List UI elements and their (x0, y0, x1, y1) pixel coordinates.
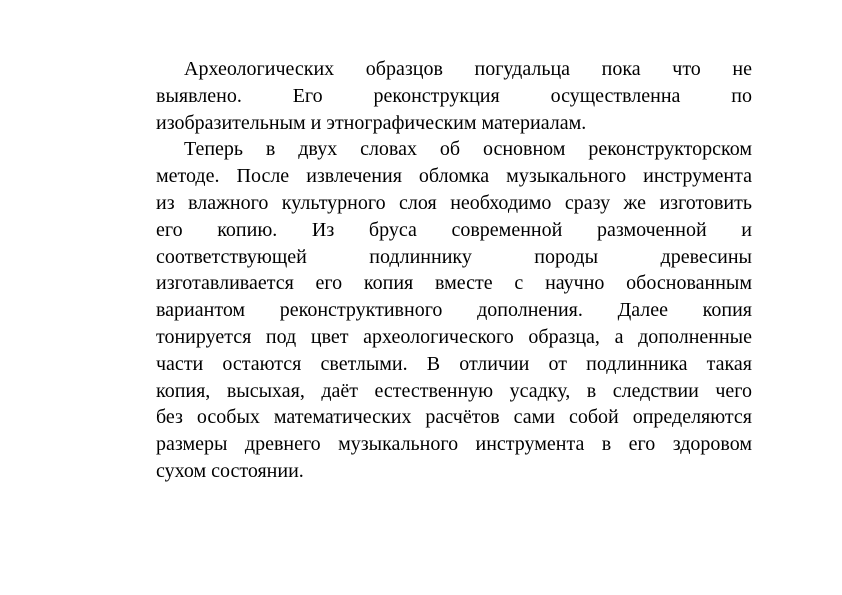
paragraph-line: из влажного культурного слоя необходимо сразу же изготовить (156, 191, 752, 214)
paragraph-1 (156, 56, 752, 136)
paragraph-line: копия, высыхая, даёт естественную усадку, в следствии чего (156, 379, 752, 402)
document-body (156, 56, 752, 485)
paragraph-line: выявлено. Его реконструкция осуществленна по (156, 84, 752, 107)
paragraph-line: части остаются светлыми. В отличии от подлинника такая (156, 352, 752, 375)
paragraph-line: Археологических образцов погудальца пока что не (184, 58, 752, 80)
paragraph-line: сухом состоянии. (156, 459, 304, 482)
paragraph-2 (156, 136, 752, 484)
paragraph-line: размеры древнего музыкального инструмента в его здоровом (156, 433, 752, 456)
paragraph-line: его копию. Из бруса современной размоченной и (156, 218, 752, 241)
paragraph-line: изобразительным и этнографическим материалам. (156, 111, 587, 134)
paragraph-line: методе. После извлечения обломка музыкального инструмента (156, 165, 752, 188)
paragraph-line: Теперь в двух словах об основном реконструкторском (184, 138, 752, 161)
paragraph-line: тонируется под цвет археологического образца, а дополненные (156, 325, 752, 348)
paragraph-line: вариантом реконструктивного дополнения. Далее копия (156, 299, 752, 322)
paragraph-line: без особых математических расчётов сами собой определяются (156, 406, 752, 429)
paragraph-line: изготавливается его копия вместе с научно обоснованным (156, 272, 752, 295)
paragraph-line: соответствующей подлиннику породы древесины (156, 245, 752, 268)
